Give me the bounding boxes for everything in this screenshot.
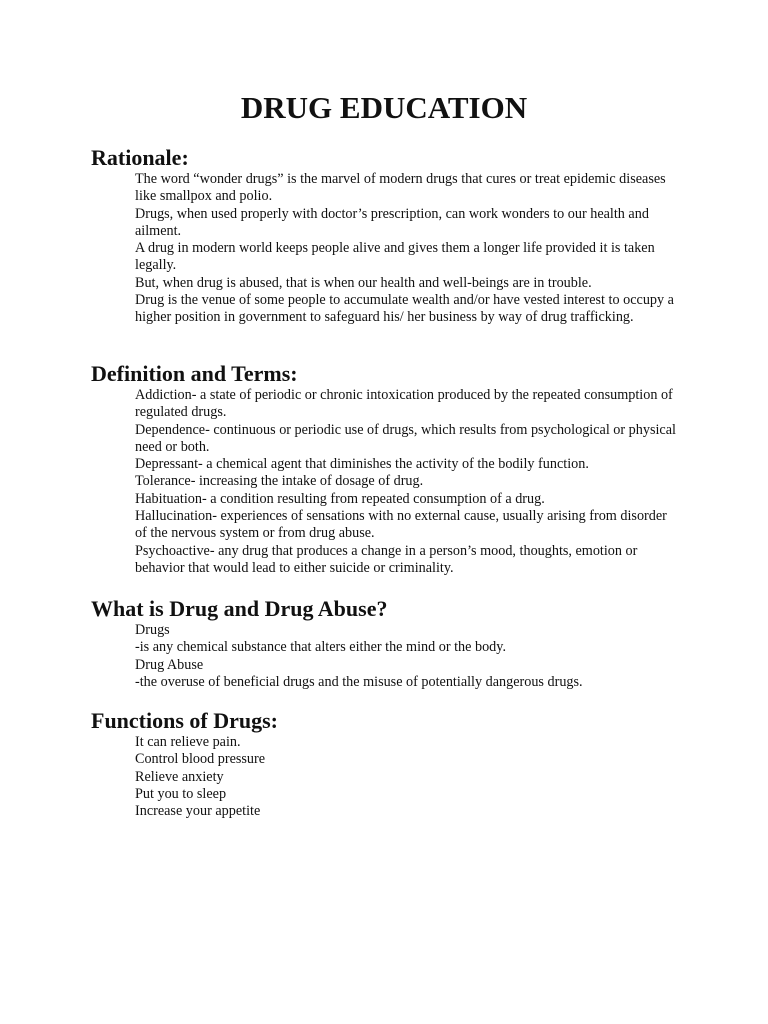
section-definitions — [91, 361, 691, 577]
list-item-text: Addiction- a state of periodic or chronic intoxication produced by the repeated consumption of regulated drugs. — [135, 387, 673, 421]
list-item-text: The word “wonder drugs” is the marvel of modern drugs that cures or treat epidemic diseases like smallpox and polio. — [135, 171, 666, 205]
list-item — [91, 206, 680, 241]
list-item-text: Hallucination- experiences of sensations with no external cause, usually arising from disorder of the nervous system or from drug abuse. — [135, 508, 667, 542]
list-item — [91, 491, 680, 508]
list-item-text: Relieve anxiety — [135, 768, 224, 785]
list-item — [91, 171, 680, 206]
definitions-list — [91, 387, 691, 577]
list-item-text: Drugs, when used properly with doctor’s prescription, can work wonders to our health and ailment. — [135, 205, 649, 239]
list-item-text: Dependence- continuous or periodic use of drugs, which results from psychological or physical need or both. — [135, 421, 676, 455]
section-functions — [91, 708, 691, 820]
list-item — [91, 657, 680, 692]
rationale-list — [91, 171, 691, 327]
term-definition: -the overuse of beneficial drugs and the misuse of potentially dangerous drugs. — [135, 673, 583, 690]
list-item-text: Psychoactive- any drug that produces a change in a person’s mood, thoughts, emotion or behavior that would lead to either suicide or criminality. — [135, 542, 638, 576]
list-item — [91, 473, 680, 490]
list-item — [91, 508, 680, 543]
list-item — [91, 622, 680, 657]
list-item-text: It can relieve pain. — [135, 734, 241, 750]
list-item-text: Drug is the venue of some people to accumulate wealth and/or have vested interest to occupy a higher position in government to safeguard his/ her business by way of drug trafficking. — [135, 292, 674, 326]
term-label: Drugs — [135, 622, 170, 638]
section-rationale — [91, 145, 691, 327]
list-item-text: But, when drug is abused, that is when our health and well-beings are in trouble. — [135, 274, 592, 291]
document-title: DRUG EDUCATION — [240, 90, 528, 125]
term-definition: -is any chemical substance that alters either the mind or the body. — [135, 639, 506, 656]
list-item — [91, 456, 680, 473]
list-item-text: Increase your appetite — [135, 803, 261, 820]
list-item — [91, 751, 680, 768]
section-heading-functions: Functions of Drugs: — [91, 708, 279, 733]
list-item-text: Depressant- a chemical agent that diminishes the activity of the bodily function. — [135, 456, 589, 473]
list-item — [91, 292, 680, 327]
list-item — [91, 240, 680, 275]
section-heading-rationale: Rationale: — [91, 145, 189, 170]
list-item — [91, 786, 680, 803]
section-heading-definitions: Definition and Terms: — [91, 361, 298, 386]
section-heading-drug-abuse: What is Drug and Drug Abuse? — [91, 596, 388, 621]
list-item-text: Control blood pressure — [135, 751, 266, 768]
term-label: Drug Abuse — [135, 656, 204, 673]
list-item — [91, 543, 680, 578]
list-item-text: Put you to sleep — [135, 785, 227, 802]
list-item-text: Habituation- a condition resulting from repeated consumption of a drug. — [135, 490, 545, 507]
list-item-text: A drug in modern world keeps people alive and gives them a longer life provided it is taken legally. — [135, 240, 655, 274]
list-item — [91, 803, 680, 820]
list-item — [91, 769, 680, 786]
list-item — [91, 387, 680, 422]
drug-abuse-list — [91, 622, 691, 691]
list-item-text: Tolerance- increasing the intake of dosage of drug. — [135, 473, 424, 490]
list-item — [91, 275, 680, 292]
list-item — [91, 422, 680, 457]
section-drug-abuse — [91, 596, 691, 691]
list-item — [91, 734, 680, 751]
functions-list — [91, 734, 691, 820]
